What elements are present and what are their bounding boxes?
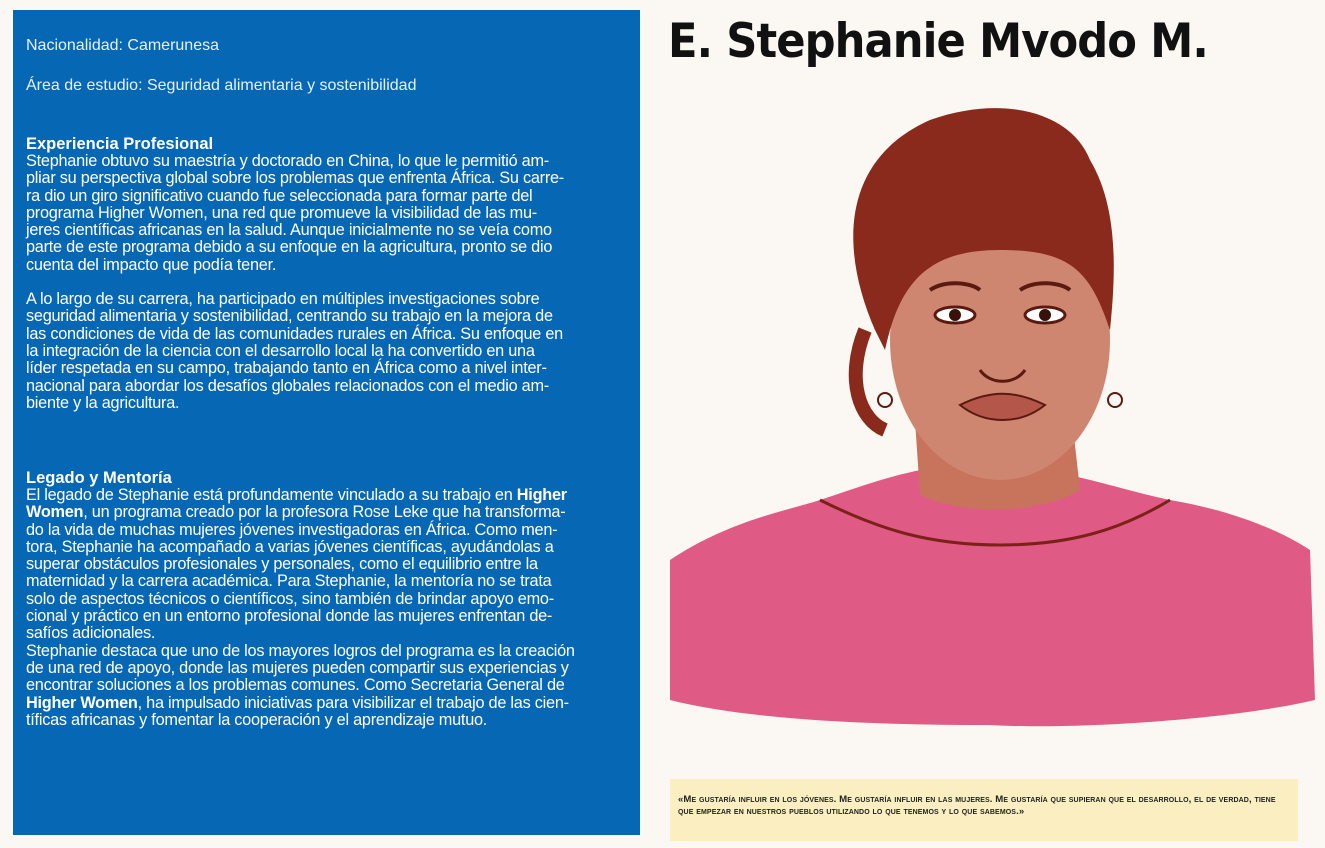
text: las condiciones de vida de las comunidades rurales en África. Su enfoque en (26, 324, 563, 343)
body-text-line (26, 291, 636, 308)
section-heading: Experiencia Profesional (26, 135, 214, 153)
text: El legado de Stephanie está profundamente vinculado a su trabajo en (26, 486, 517, 504)
body-text-line (26, 308, 636, 325)
text: superar obstáculos profesionales y personales, como el equilibrio entre la (26, 555, 538, 574)
body-text-line (26, 539, 636, 556)
text: programa Higher Women, una red que promueve la visibilidad de las mu- (26, 203, 537, 222)
nationality: Nacionalidad: Camerunesa (26, 37, 219, 54)
text: encontrar soluciones a los problemas comunes. Como Secretaria General de (26, 676, 565, 695)
body-text-line (26, 522, 636, 539)
study-area: Área de estudio: Seguridad alimentaria y sostenibilidad (26, 77, 417, 94)
body-text-line (26, 170, 636, 187)
body-text-line (26, 222, 636, 239)
body-text-line (26, 625, 636, 642)
text: tora, Stephanie ha acompañado a varias jóvenes científicas, ayudándolas a (26, 537, 554, 556)
body-text-line (26, 360, 636, 377)
text: cuenta del impacto que podía tener. (26, 255, 277, 274)
text: seguridad alimentaria y sostenibilidad, centrando su trabajo en la mejora de (26, 307, 553, 326)
text: la integración de la ciencia con el desarrollo local la ha convertido en una (26, 341, 535, 360)
body-text-line (26, 643, 636, 660)
body-text-line (26, 591, 636, 608)
quote-box (670, 779, 1298, 841)
body-text-line (26, 712, 636, 729)
section-legado-mentoria (26, 470, 636, 729)
body-text-line (26, 660, 636, 677)
text: cional y práctico en un entorno profesional donde las mujeres enfrentan de- (26, 607, 553, 626)
bold-text: Higher (516, 486, 567, 504)
text: , ha impulsado iniciativas para visibilizar el trabajo de las cien- (137, 693, 569, 712)
text: ra dio un giro significativo cuando fue seleccionada para formar parte del (26, 186, 533, 205)
text: tíficas africanas y fomentar la cooperación y el aprendizaje mutuo. (26, 710, 488, 729)
text: , un programa creado por la profesora Rose Leke que ha transforma- (83, 503, 566, 522)
text: safíos adicionales. (26, 624, 156, 643)
body-text-line (26, 188, 636, 205)
body-text-line (26, 677, 636, 694)
portrait-illustration (670, 100, 1315, 740)
body-text-line (26, 695, 636, 712)
text: Stephanie destaca que uno de los mayores logros del programa es la creación (26, 641, 575, 660)
text: solo de aspectos técnicos o científicos, sino también de brindar apoyo emo- (26, 589, 554, 608)
body-text-line (26, 487, 636, 504)
body-text-line (26, 608, 636, 625)
body-text-line (26, 326, 636, 343)
section-experiencia-profesional (26, 136, 636, 412)
body-text-line (26, 556, 636, 573)
text: nacional para abordar los desafíos globales relacionados con el medio am- (26, 376, 549, 395)
text: pliar su perspectiva global sobre los problemas que enfrenta África. Su carre- (26, 169, 564, 188)
text: parte de este programa debido a su enfoque en la agricultura, pronto se dio (26, 238, 553, 257)
body-text-line (26, 239, 636, 256)
body-text-line (26, 153, 636, 170)
body-text-line (26, 395, 636, 412)
bold-text: Women (26, 503, 84, 522)
text: do la vida de muchas mujeres jóvenes investigadoras en África. Como men- (26, 520, 558, 539)
body-text-line (26, 573, 636, 590)
text: líder respetada en su campo, trabajando tanto en África como a nivel inter- (26, 359, 547, 378)
bio-panel (13, 10, 640, 835)
text: A lo largo de su carrera, ha participado en múltiples investigaciones sobre (26, 290, 540, 309)
text: Stephanie obtuvo su maestría y doctorado en China, lo que le permitió am- (26, 152, 549, 170)
section-heading: Legado y Mentoría (26, 469, 172, 487)
text: jeres científicas africanas en la salud. Aunque inicialmente no se veía como (26, 221, 552, 240)
body-text-line (26, 378, 636, 395)
text: de una red de apoyo, donde las mujeres pueden compartir sus experiencias y (26, 658, 569, 677)
body-text-line (26, 343, 636, 360)
body-text-line (26, 504, 636, 521)
text: maternidad y la carrera académica. Para Stephanie, la mentoría no se trata (26, 572, 552, 591)
body-text-line (26, 257, 636, 274)
body-text-line (26, 205, 636, 222)
page-title: E. Stephanie Mvodo M. (668, 14, 1208, 69)
quote-text: «Me gustaría influir en los jóvenes. Me gustaría influir en las mujeres. Me gustaría que supieran que el desarrollo, el de verdad, tiene que empezar en nuestros pueblos utilizando lo que tenemos y lo que sabemos.» (678, 794, 1276, 817)
bold-text: Higher Women (26, 693, 138, 712)
text: biente y la agricultura. (26, 393, 180, 412)
